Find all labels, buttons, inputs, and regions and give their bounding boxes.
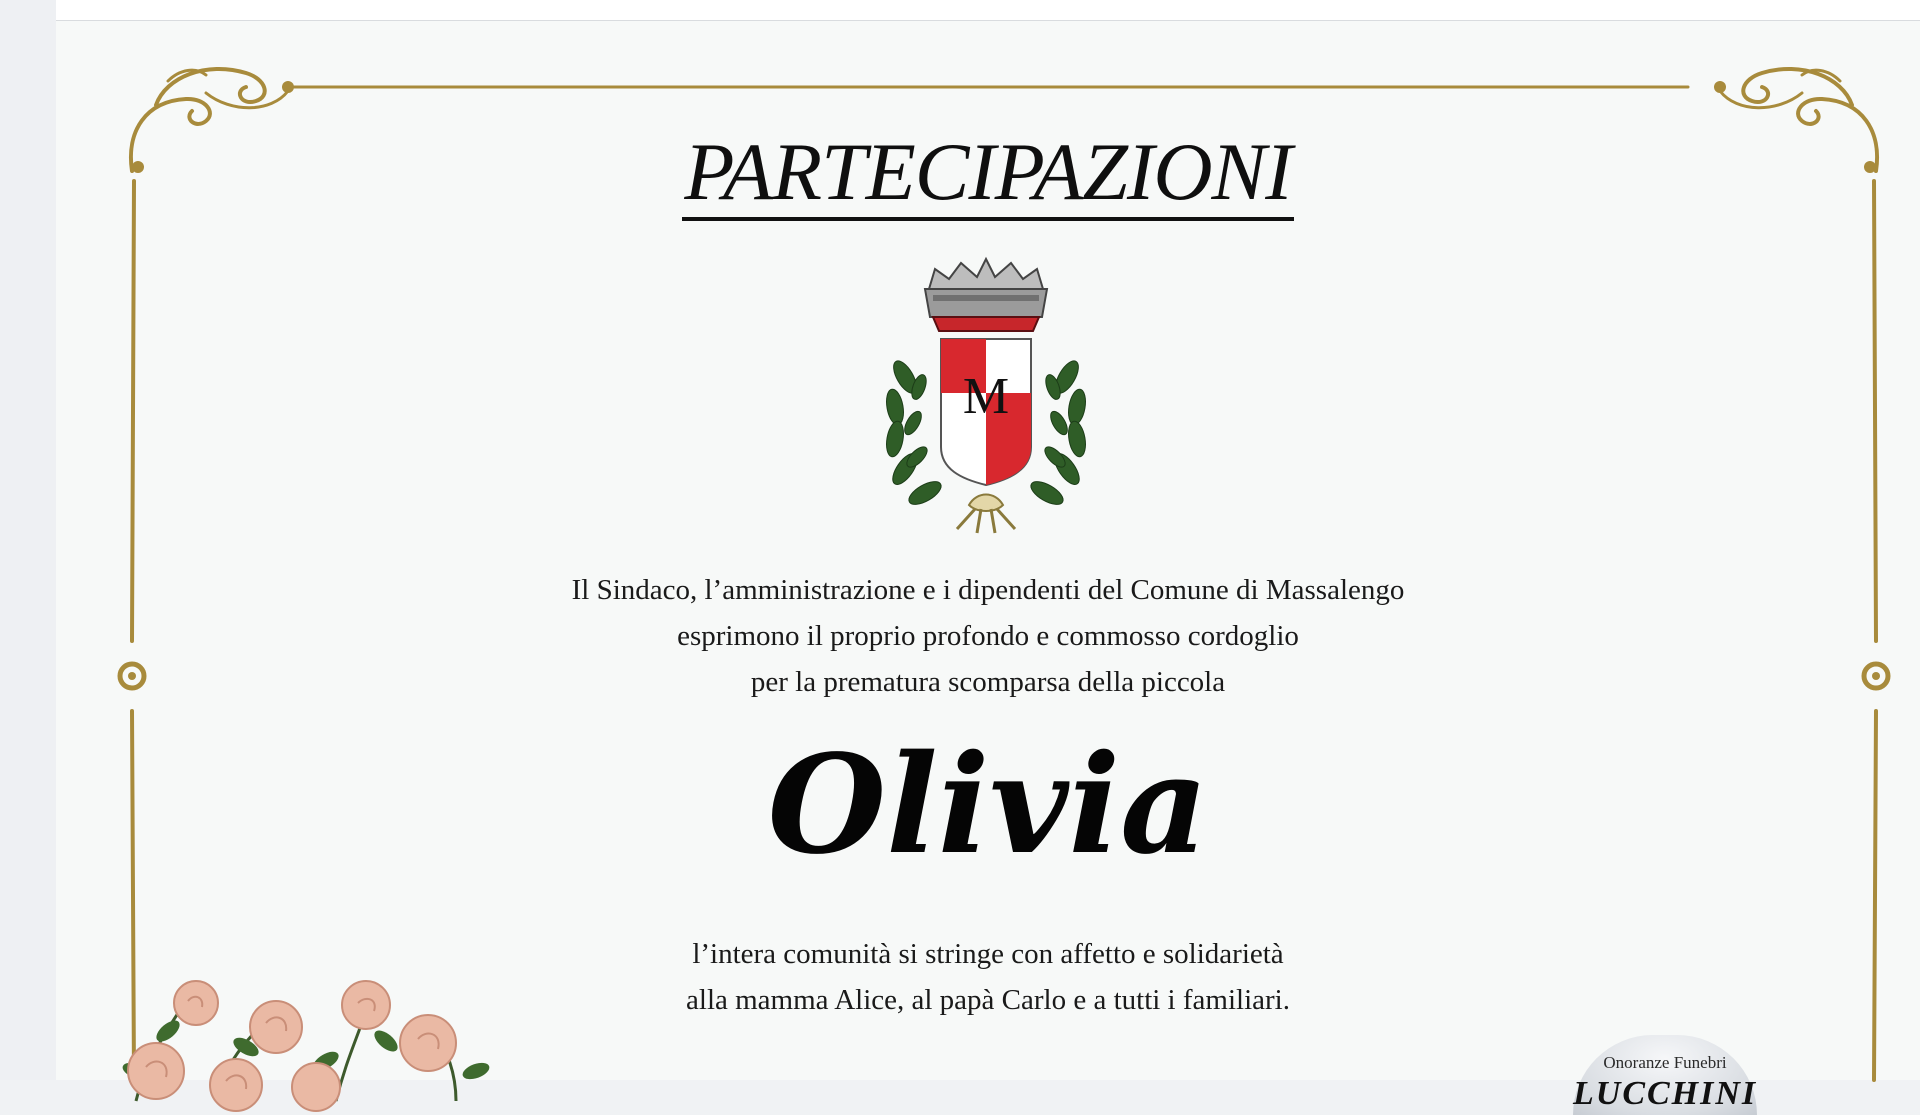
notice-title: PARTECIPAZIONI — [56, 131, 1920, 221]
outro-line-2: alla mamma Alice, al papà Carlo e a tutti i familiari. — [686, 984, 1290, 1016]
funeral-home-name: LUCCHINI — [1573, 1075, 1758, 1112]
funeral-home-subtitle: Onoranze Funebri — [1603, 1053, 1727, 1072]
page-left-gutter — [0, 0, 56, 1080]
intro-line-3: per la prematura scomparsa della piccola — [750, 666, 1226, 698]
outro-line-1: l’intera comunità si stringe con affetto e solidarietà — [692, 938, 1284, 970]
obituary-notice — [56, 21, 1920, 1112]
municipal-coat-of-arms-icon — [877, 247, 1095, 537]
deceased-name: Olivia — [767, 725, 1209, 885]
intro-line-2: esprimono il proprio profondo e commosso cordoglio — [677, 620, 1299, 652]
crest-letter: M — [962, 368, 1010, 425]
intro-line-1: Il Sindaco, l’amministrazione e i dipendenti del Comune di Massalengo — [571, 574, 1405, 606]
intro-text — [56, 567, 1920, 705]
page-top-strip — [56, 0, 1920, 21]
roses-decoration-icon — [76, 961, 536, 1101]
